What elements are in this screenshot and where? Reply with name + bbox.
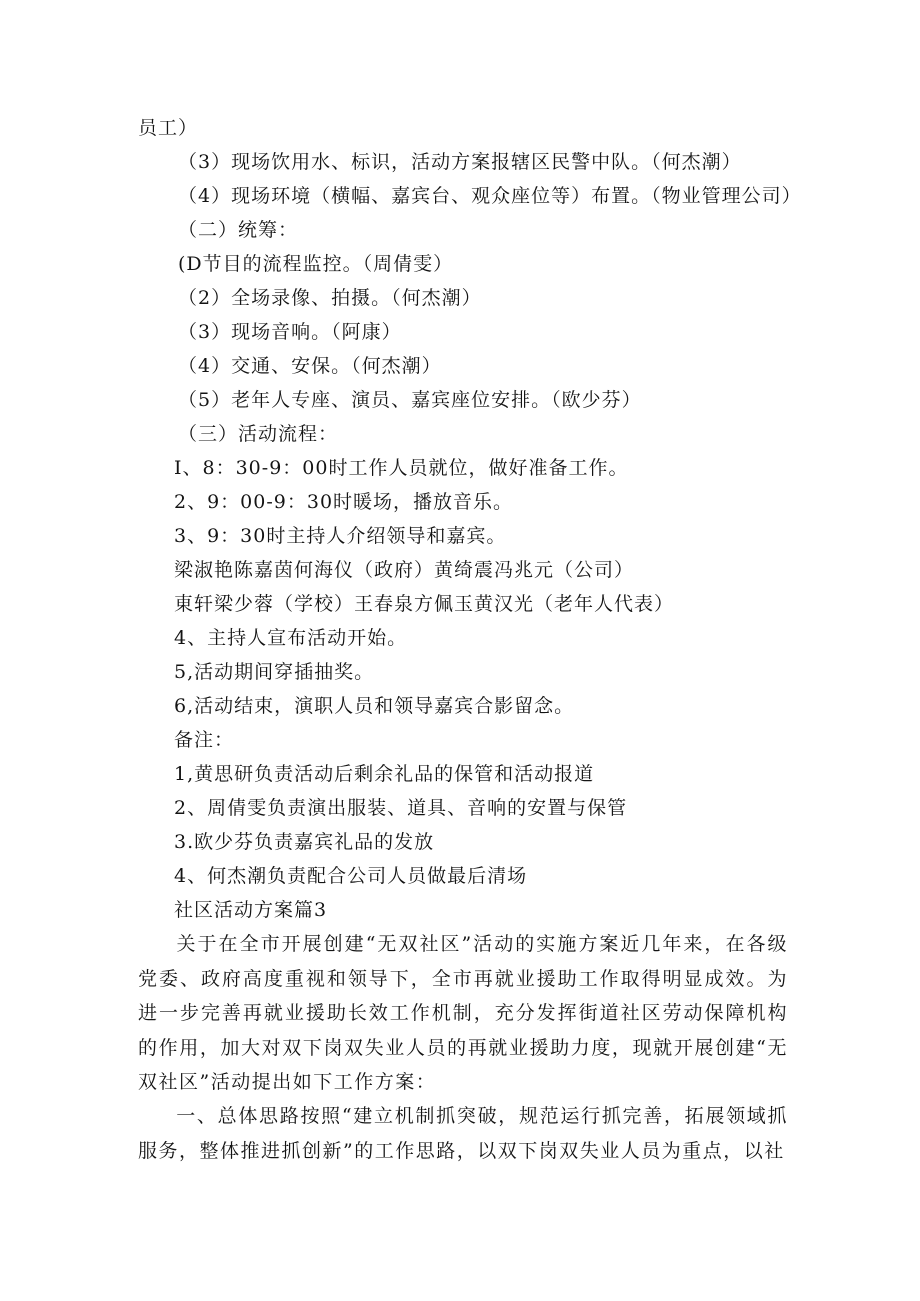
text-line: I、8：30-9：00时工作人员就位，做好准备工作。 (174, 457, 629, 479)
text-line: （5）老年人专座、演员、嘉宾座位安排。（欧少芬） (178, 389, 642, 411)
text-line: 4、何杰潮负责配合公司人员做最后清场 (174, 865, 528, 887)
text-line: （二）统筹： (178, 219, 299, 241)
text-line: 3、9：30时主持人介绍领导和嘉宾。 (174, 525, 507, 547)
text-line: 梁淑艳陈嘉茵何海仪（政府）黄绮震冯兆元（公司） (174, 559, 635, 581)
text-line: 1,黄思研负责活动后剩余礼品的保管和活动报道 (174, 763, 595, 785)
text-line: 東轩梁少蓉（学校）王春泉方佩玉黄汉光（老年人代表） (174, 593, 675, 615)
text-line: 员工） (138, 117, 199, 139)
paragraph-text: 关于在全市开展创建“无双社区”活动的实施方案近几年来，在各级党委、政府高度重视和领导下，全市再就业援助工作取得明显成效。为进一步完善再就业援助长效工作机制，充分发挥街道社区劳动保障机构的作用，加大对双下岗双失业人员的再就业援助力度，现就开展创建“无双社区”活动提出如下工作方案： (138, 933, 788, 1093)
text-line: （4）现场环境（横幅、嘉宾台、观众座位等）布置。（物业管理公司） (178, 185, 802, 207)
text-line: 备注： (174, 729, 235, 751)
paragraph (138, 927, 788, 1100)
text-line: （三）活动流程： (178, 423, 339, 445)
text-line: （3）现场饮用水、标识，活动方案报辖区民警中队。（何杰潮） (178, 151, 742, 173)
text-line: 2、9：00-9：30时暖场，播放音乐。 (174, 491, 514, 513)
paragraph-text: 一、总体思路按照“建立机制抓突破，规范运行抓完善，拓展领域抓服务，整体推进抓创新”的工作思路，以双下岗双失业人员为重点，以社 (138, 1105, 788, 1162)
text-line: (D节目的流程监控。（周倩雯） (178, 253, 454, 275)
text-line: 2、周倩雯负责演出服装、道具、音响的安置与保管 (174, 797, 628, 819)
text-line: （4）交通、安保。（何杰潮） (178, 355, 442, 377)
text-line: 4、主持人宣布活动开始。 (174, 627, 408, 649)
text-line: 6,活动结束，演职人员和领导嘉宾合影留念。 (174, 695, 575, 717)
section-heading: 社区活动方案篇3 (174, 899, 328, 921)
text-line: （2）全场录像、拍摄。（何杰潮） (178, 287, 482, 309)
text-line: 3.欧少芬负责嘉宾礼品的发放 (174, 831, 435, 853)
paragraph (138, 1099, 788, 1168)
text-line: 5,活动期间穿插抽奖。 (174, 661, 375, 683)
text-line: （3）现场音响。（阿康） (178, 321, 402, 343)
